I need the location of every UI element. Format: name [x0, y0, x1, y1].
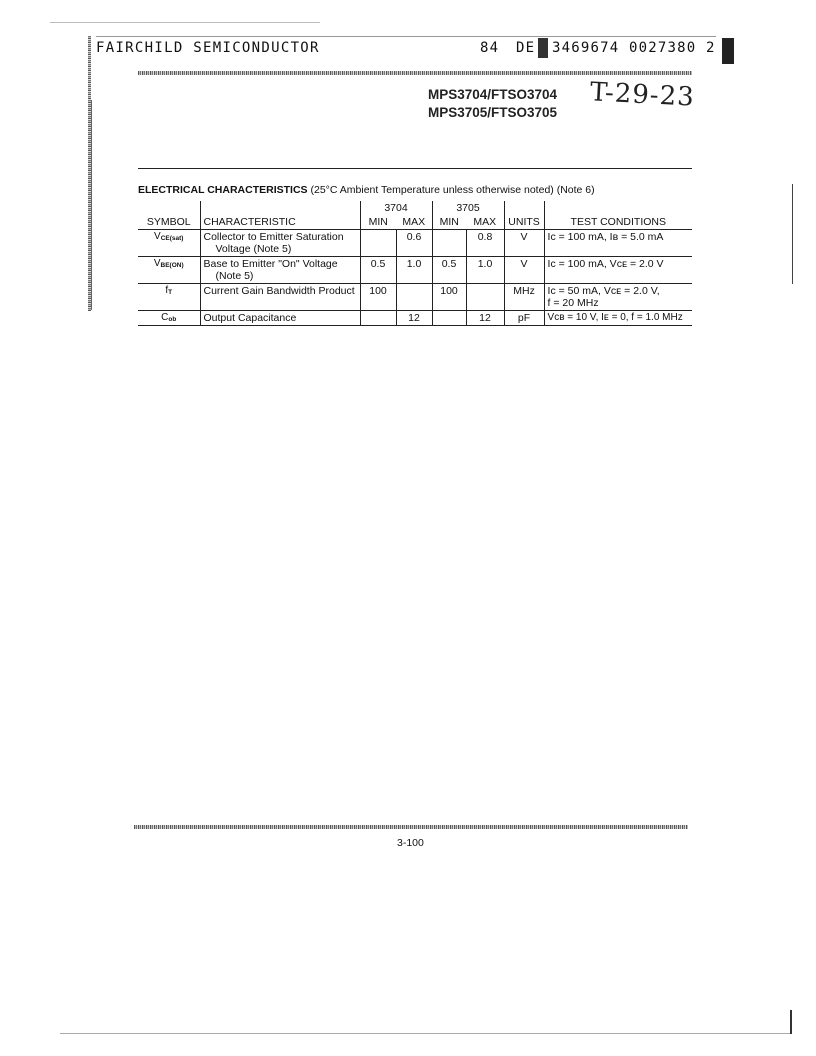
characteristic-cell [200, 284, 360, 311]
symbol-cell [138, 257, 200, 284]
col-characteristic: CHARACTERISTIC [200, 215, 360, 230]
col-min-3704: MIN [360, 215, 396, 230]
symbol-cell [138, 284, 200, 311]
left-margin-line [91, 100, 92, 310]
characteristic-cell [200, 311, 360, 326]
symbol-sub: ob [168, 316, 177, 323]
units-cell: pF [504, 311, 544, 326]
test-line1: Iᴄ = 50 mA, Vᴄᴇ = 2.0 V, [547, 285, 660, 297]
symbol-sub: CE(sat) [160, 235, 184, 242]
section-title-bold: ELECTRICAL CHARACTERISTICS [138, 184, 308, 196]
col-symbol: SYMBOL [138, 215, 200, 230]
units-cell: V [504, 230, 544, 257]
characteristic-line1: Collector to Emitter Saturation [203, 231, 344, 243]
max-3704-cell: 0.6 [396, 230, 432, 257]
min-3705-cell [432, 230, 466, 257]
col-units: UNITS [504, 215, 544, 230]
characteristic-line1: Base to Emitter "On" Voltage [203, 258, 338, 270]
test-conditions-cell [544, 311, 692, 326]
col-group-3705: 3705 [432, 201, 504, 215]
top-faint-rule [50, 22, 320, 23]
part-number-block [428, 86, 557, 122]
header-code-de: DE [516, 40, 536, 56]
test-conditions-cell [544, 230, 692, 257]
units-cell: V [504, 257, 544, 284]
section-title-rest: (25°C Ambient Temperature unless otherwise noted) (Note 6) [307, 184, 595, 196]
symbol-cell [138, 311, 200, 326]
symbol-sub: BE(ON) [160, 262, 184, 269]
header-block-mark [538, 38, 548, 58]
part-number-1: MPS3704/FTSO3704 [428, 87, 558, 102]
part-number-2: MPS3705/FTSO3705 [428, 105, 558, 120]
min-3704-cell: 0.5 [360, 257, 396, 284]
header-row-1 [138, 201, 692, 215]
max-3705-cell: 0.8 [466, 230, 504, 257]
symbol-cell [138, 230, 200, 257]
table-row [138, 257, 692, 284]
bottom-right-mark [790, 1010, 792, 1034]
characteristic-line2: Voltage (Note 5) [215, 243, 292, 255]
max-3704-cell [396, 284, 432, 311]
col-test-conditions: TEST CONDITIONS [544, 215, 692, 230]
characteristic-line2: (Note 5) [215, 270, 254, 282]
col-group-3704: 3704 [360, 201, 432, 215]
test-conditions-cell [544, 284, 692, 311]
right-side-line [792, 184, 793, 284]
min-3705-cell: 0.5 [432, 257, 466, 284]
bottom-rule [60, 1033, 790, 1034]
test-line1: Iᴄ = 100 mA, Vᴄᴇ = 2.0 V [547, 258, 664, 270]
table-row [138, 311, 692, 326]
characteristic-line1: Current Gain Bandwidth Product [203, 285, 355, 297]
max-3704-cell: 12 [396, 311, 432, 326]
min-3705-cell: 100 [432, 284, 466, 311]
min-3705-cell [432, 311, 466, 326]
header-top-rule [96, 36, 716, 37]
symbol-main: f [165, 285, 169, 296]
max-3705-cell [466, 284, 504, 311]
symbol-sub: T [168, 289, 173, 296]
footer-hatched-rule [134, 825, 688, 829]
col-min-3705: MIN [432, 215, 466, 230]
max-3704-cell: 1.0 [396, 257, 432, 284]
characteristic-cell [200, 257, 360, 284]
table-row [138, 284, 692, 311]
min-3704-cell: 100 [360, 284, 396, 311]
test-conditions-cell [544, 257, 692, 284]
min-3704-cell [360, 230, 396, 257]
electrical-characteristics-table [138, 201, 692, 326]
max-3705-cell: 12 [466, 311, 504, 326]
test-line2: f = 20 MHz [547, 297, 599, 309]
symbol-main: C [161, 312, 169, 323]
company-header: FAIRCHILD SEMICONDUCTOR [96, 40, 320, 56]
col-max-3705: MAX [466, 215, 504, 230]
max-3705-cell: 1.0 [466, 257, 504, 284]
page-number: 3-100 [397, 837, 424, 849]
header-code-serial: 3469674 0027380 2 [552, 40, 716, 56]
header-row-2 [138, 215, 692, 230]
characteristic-cell [200, 230, 360, 257]
characteristic-line1: Output Capacitance [203, 312, 297, 324]
table-row [138, 230, 692, 257]
section-title [138, 184, 595, 196]
col-max-3704: MAX [396, 215, 432, 230]
test-line1: Vᴄʙ = 10 V, Iᴇ = 0, f = 1.0 MHz [547, 312, 683, 323]
units-cell: MHz [504, 284, 544, 311]
header-code-84: 84 [480, 40, 500, 56]
handwritten-note: T-29-23 [589, 77, 696, 113]
min-3704-cell [360, 311, 396, 326]
test-line1: Iᴄ = 100 mA, Iʙ = 5.0 mA [547, 231, 664, 243]
symbol-main: V [154, 231, 161, 242]
header-hatched-rule [138, 71, 692, 75]
section-rule [138, 168, 692, 169]
right-edge-mark [722, 38, 734, 64]
symbol-main: V [153, 258, 161, 269]
